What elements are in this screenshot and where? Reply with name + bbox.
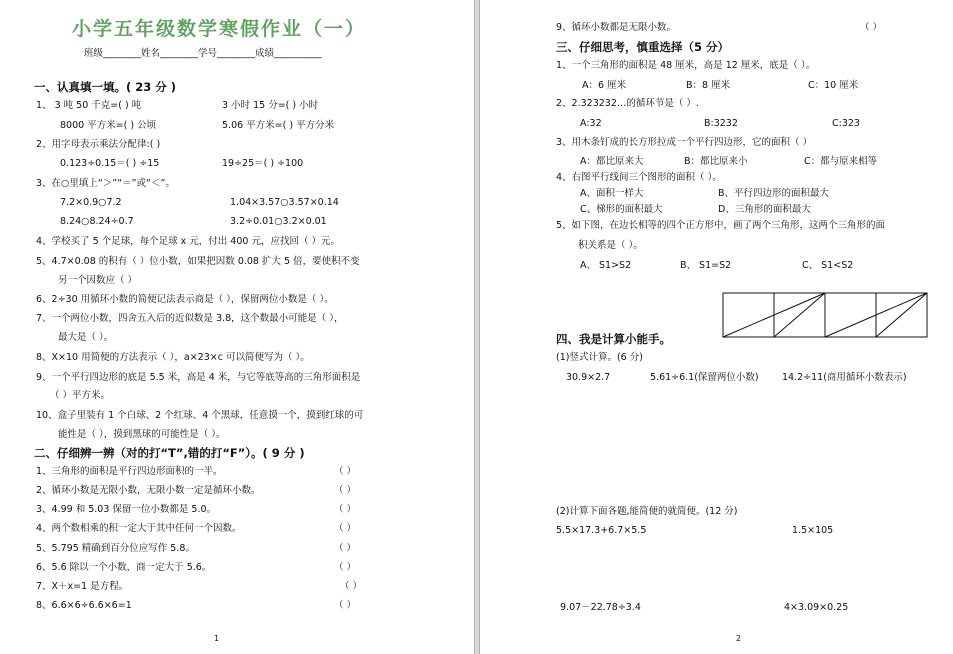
- page-number: 2: [736, 634, 742, 643]
- simplify-calc-4: 4×3.09×0.25: [784, 602, 849, 613]
- choice-option-b[interactable]: B:3232: [704, 118, 738, 129]
- tf-item-2: 2、循环小数是无限小数，无限小数一定是循环小数。: [36, 485, 261, 496]
- question-3d: 3.2÷0.01○3.2×0.01: [230, 216, 327, 227]
- choice-option-d[interactable]: D、三角形的面积最大: [718, 204, 811, 215]
- page-title: 小学五年级数学寒假作业（一）: [72, 18, 367, 40]
- question-5b: 另一个因数应（ ）: [58, 275, 138, 286]
- choice-option-b[interactable]: B、平行四边形的面积最大: [718, 188, 830, 199]
- tf-answer-paren[interactable]: （ ）: [860, 22, 883, 33]
- section-1-heading: 一、认真填一填。( 23 分 ): [34, 80, 177, 94]
- page-2: [480, 0, 953, 654]
- question-7b: 最大是（ ）。: [58, 332, 114, 343]
- choice-option-a[interactable]: A、 S1>S2: [580, 260, 632, 271]
- section-4-heading: 四、我是计算小能手。: [556, 332, 671, 346]
- question-3: 3、在○里填上“＞”“＝”或“＜”。: [36, 178, 175, 189]
- choice-option-b[interactable]: B、 S1=S2: [680, 260, 732, 271]
- tf-answer-paren[interactable]: （ ）: [334, 600, 357, 611]
- tf-item-8: 8、6.6×6÷6.6×6=1: [36, 600, 132, 611]
- simplify-calc-2: 1.5×105: [792, 525, 834, 536]
- choice-option-c[interactable]: C、 S1<S2: [802, 260, 854, 271]
- question-3c: 8.24○8.24÷0.7: [60, 216, 134, 227]
- choice-question-4: 4、右图平行线间三个图形的面积（ ）。: [556, 172, 722, 183]
- tf-answer-paren[interactable]: （ ）: [340, 581, 363, 592]
- choice-option-c[interactable]: C：10 厘米: [808, 80, 859, 91]
- question-9a: 9、一个平行四边形的底是 5.5 米，高是 4 米，与它等底等高的三角形面积是: [36, 372, 361, 383]
- question-1d: 5.06 平方米=( ) 平方分米: [222, 120, 335, 131]
- simplify-calc-1: 5.5×17.3+6.7×5.5: [556, 525, 647, 536]
- vertical-calc-1: 30.9×2.7: [566, 372, 611, 383]
- tf-answer-paren[interactable]: （ ）: [334, 523, 357, 534]
- tf-answer-paren[interactable]: （ ）: [334, 466, 357, 477]
- tf-item-7: 7、X＋x=1 是方程。: [36, 581, 129, 592]
- tf-item-6: 6、5.6 除以一个小数，商一定大于 5.6。: [36, 562, 212, 573]
- question-2a: 0.123÷0.15＝( ) ÷15: [60, 158, 160, 169]
- tf-answer-paren[interactable]: （ ）: [334, 562, 357, 573]
- choice-option-a[interactable]: A:32: [580, 118, 602, 129]
- tf-item-9: 9、循环小数都是无限小数。: [556, 22, 677, 33]
- question-1b: 3 小时 15 分=( ) 小时: [222, 100, 319, 111]
- question-1a: 1、 3 吨 50 千克=( ) 吨: [36, 100, 142, 111]
- calc-subheading-1: (1)竖式计算。(6 分): [556, 352, 643, 363]
- question-7a: 7、一个两位小数，四舍五入后的近似数是 3.8，这个数最小可能是（ ），: [36, 313, 344, 324]
- calc-subheading-2: (2)计算下面各题,能简便的就简便。(12 分): [556, 506, 738, 517]
- choice-question-5a: 5、如下图，在边长相等的四个正方形中，画了两个三角形，这两个三角形的面: [556, 220, 886, 231]
- triangle-s1-edge: [774, 293, 825, 337]
- question-1c: 8000 平方米=( ) 公顷: [60, 120, 157, 131]
- question-3a: 7.2×0.9○7.2: [60, 197, 122, 208]
- choice-question-1: 1、一个三角形的面积是 48 厘米，高是 12 厘米，底是（ ）。: [556, 60, 816, 71]
- triangle-s2-edge: [876, 293, 927, 337]
- question-2b: 19÷25＝( ) ÷100: [222, 158, 304, 169]
- four-squares-triangles-figure: [722, 292, 928, 338]
- choice-option-c[interactable]: C、梯形的面积最大: [580, 204, 663, 215]
- question-3b: 1.04×3.57○3.57×0.14: [230, 197, 339, 208]
- tf-item-1: 1、三角形的面积是平行四边形面积的一半。: [36, 466, 223, 477]
- choice-question-5b: 积关系是（ ）。: [578, 240, 643, 251]
- choice-option-b[interactable]: B：8 厘米: [686, 80, 731, 91]
- vertical-calc-2: 5.61÷6.1(保留两位小数): [650, 372, 759, 383]
- question-6: 6、2÷30 用循环小数的简便记法表示商是（ ），保留两位小数是（ ）。: [36, 294, 334, 305]
- choice-option-a[interactable]: A：6 厘米: [582, 80, 627, 91]
- question-2: 2、用字母表示乘法分配律:( ): [36, 139, 161, 150]
- choice-option-a[interactable]: A、面积一样大: [580, 188, 644, 199]
- choice-option-b[interactable]: B：都比原来小: [684, 156, 748, 167]
- question-4: 4、学校买了 5 个足球，每个足球 x 元，付出 400 元，应找回（ ）元。: [36, 236, 340, 247]
- choice-option-c[interactable]: C:323: [832, 118, 860, 129]
- tf-answer-paren[interactable]: （ ）: [334, 504, 357, 515]
- choice-option-c[interactable]: C：都与原来相等: [804, 156, 878, 167]
- student-info-line: 班级________姓名________学号________成绩__________: [84, 48, 322, 59]
- section-2-heading: 二、仔细辨一辨（对的打“T”,错的打“F”）。( 9 分 ): [34, 446, 305, 460]
- choice-question-3: 3、用木条钉成的长方形拉成一个平行四边形，它的面积（ ）: [556, 137, 813, 148]
- section-3-heading: 三、仔细思考，慎重选择（5 分）: [556, 40, 730, 54]
- vertical-calc-3: 14.2÷11(商用循环小数表示): [782, 372, 907, 383]
- tf-item-3: 3、4.99 和 5.03 保留一位小数都是 5.0。: [36, 504, 217, 515]
- choice-option-a[interactable]: A：都比原来大: [580, 156, 644, 167]
- question-10a: 10、盒子里装有 1 个白球、2 个红球、4 个黑球，任意摸一个，摸到红球的可: [36, 410, 364, 421]
- tf-answer-paren[interactable]: （ ）: [334, 543, 357, 554]
- simplify-calc-3: 9.07－22.78÷3.4: [560, 602, 641, 613]
- page-1: [0, 0, 474, 654]
- question-8: 8、X×10 用简便的方法表示（ ），a×23×c 可以简便写为（ ）。: [36, 352, 310, 363]
- tf-answer-paren[interactable]: （ ）: [334, 485, 357, 496]
- question-5a: 5、4.7×0.08 的积有（ ）位小数，如果把因数 0.08 扩大 5 倍，要使积不变: [36, 256, 360, 267]
- question-10b: 能性是（ ），摸到黑球的可能性是（ ）。: [58, 429, 226, 440]
- page-number: 1: [214, 634, 220, 643]
- choice-question-2: 2、2.323232…的循环节是（ ）.: [556, 98, 699, 109]
- tf-item-4: 4、两个数相乘的积一定大于其中任何一个因数。: [36, 523, 242, 534]
- tf-item-5: 5、5.795 精确到百分位应写作 5.8。: [36, 543, 195, 554]
- question-9b: （ ）平方米。: [50, 390, 111, 401]
